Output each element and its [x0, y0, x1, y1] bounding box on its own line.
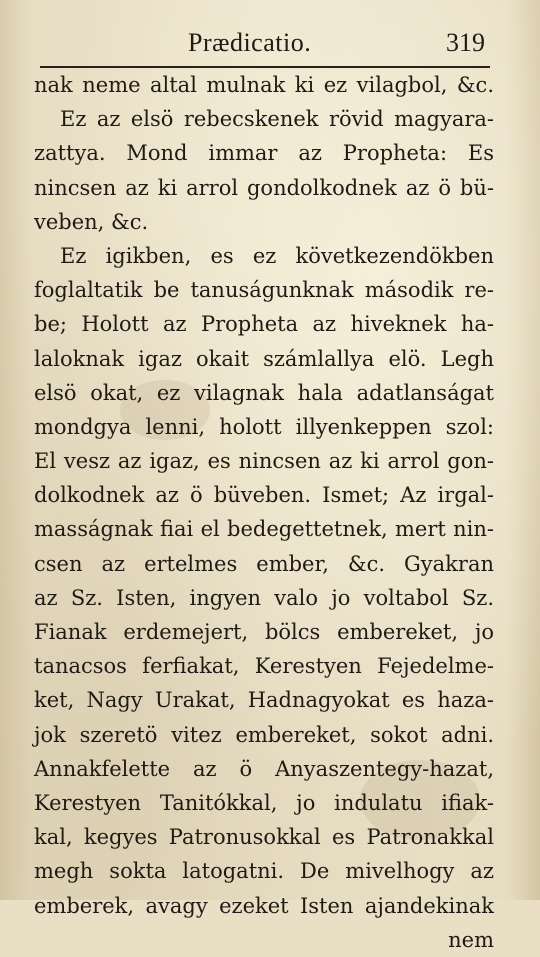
- text-line: csen az ertelmes ember, &c. Gyakran: [34, 551, 494, 576]
- text-line: tanacsos ferfiakat, Kerestyen Fejedelme-: [34, 654, 494, 679]
- text-line: ket, Nagy Urakat, Hadnagyokat es haza-: [34, 688, 494, 713]
- text-line: az Sz. Isten, ingyen valo jo voltabol Sz.: [34, 585, 494, 610]
- text-line: masságnak fiai el bedegettetnek, mert nin-: [34, 517, 494, 542]
- text-line: zattya. Mond immar az Propheta: Es: [34, 141, 494, 166]
- text-line: dolkodnek az ö büveben. Ismet; Az irgal-: [34, 483, 494, 508]
- text-line: foglaltatik be tanuságunknak második re-: [34, 278, 494, 303]
- text-line: Ez igikben, es ez következendökben: [60, 243, 494, 268]
- catchword: nem: [448, 927, 494, 952]
- text-line: El vesz az igaz, es nincsen az ki arrol gon-: [34, 449, 494, 474]
- text-line: mondgya lenni, holott illyenkeppen szol:: [34, 414, 494, 439]
- text-line: nak neme altal mulnak ki ez vilagbol, &c.: [34, 73, 494, 97]
- text-line: Ez az elsö rebecskenek rövid magyara-: [60, 107, 494, 132]
- running-head: Prædicatio.: [188, 28, 312, 57]
- text-line: Annakfelette az ö Anyaszentegy-hazat,: [34, 756, 494, 781]
- text-line: nincsen az ki arrol gondolkodnek az ö bü-: [34, 175, 494, 200]
- page-number: 319: [446, 28, 485, 57]
- text-line: laloknak igaz okait számlallya elö. Legh: [34, 346, 494, 371]
- text-line: elsö okat, ez vilagnak hala adatlanságat: [34, 380, 494, 405]
- text-line: kal, kegyes Patronusokkal es Patronakkal: [34, 825, 494, 850]
- text-line: veben, &c.: [34, 209, 149, 234]
- text-line: be; Holott az Propheta az hiveknek ha-: [34, 312, 494, 337]
- text-line: megh sokta latogatni. De mivelhogy az: [34, 859, 494, 884]
- text-line: emberek, avagy ezeket Isten ajandekinak: [34, 893, 494, 918]
- page-header: [0, 28, 540, 68]
- text-line: Kerestyen Tanitókkal, jo indulatu ifiak-: [34, 790, 494, 815]
- text-line: Fianak erdemejert, bölcs embereket, jo: [34, 620, 494, 644]
- body-text: [34, 68, 494, 957]
- text-line: jok szeretö vitez embereket, sokot adni.: [34, 722, 494, 747]
